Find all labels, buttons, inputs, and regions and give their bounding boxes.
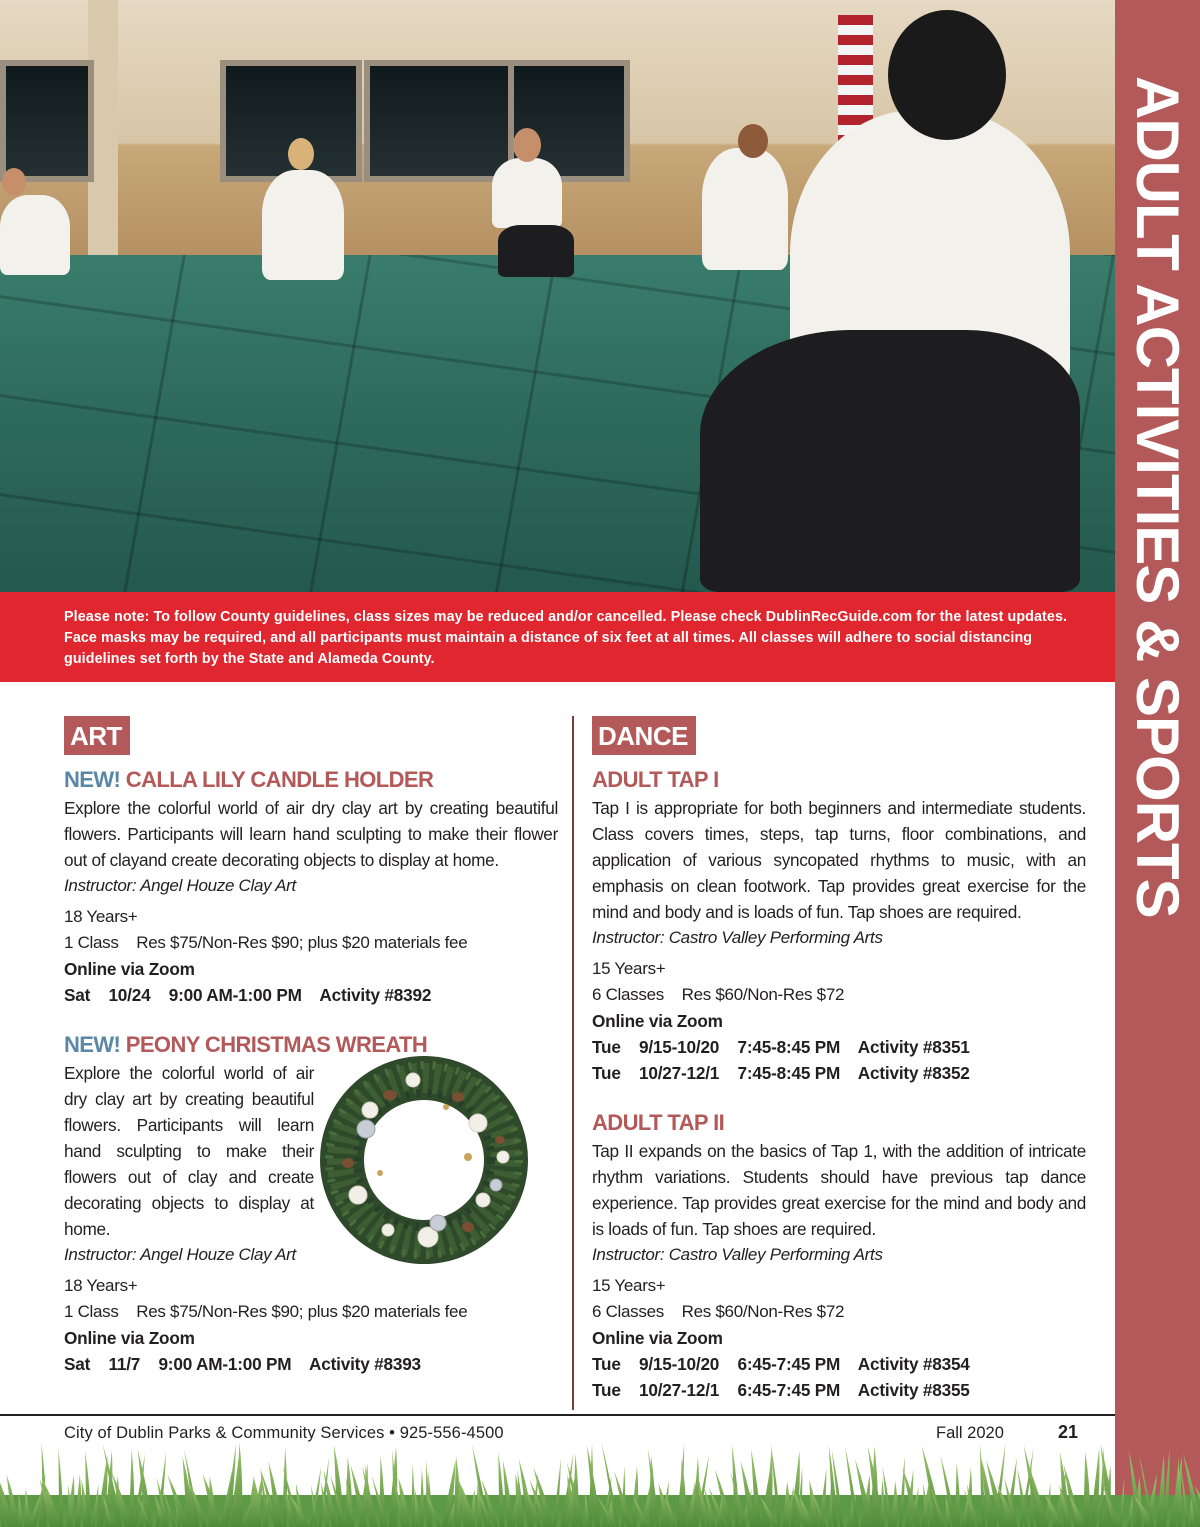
grass-blade	[1083, 1452, 1090, 1527]
art-item-1-schedule: Sat 10/24 9:00 AM-1:00 PM Activity #8392	[64, 985, 432, 1005]
grass-decoration	[0, 1440, 1200, 1527]
dance-item-1-description: Tap I is appropriate for both beginners and intermediate students. Class covers times, steps, tap turns, floor combinations, and application of various syncopated rhythms to music, with an emphasis on clean footwork. Tap provides great exercise for the mind and body and is loads of fun. Tap shoes are required.	[592, 798, 1086, 922]
art-item-2-age: 18 Years+	[64, 1276, 138, 1295]
grass-blade	[680, 1458, 686, 1527]
art-item-1-description: Explore the colorful world of air dry clay art by creating beautiful flowers. Participants will learn hand sculpting to make their flower out of clayand create decorating objects to display at home.	[64, 798, 558, 870]
photo-head	[288, 138, 314, 170]
dance-item-1-schedule-2: Tue 10/27-12/1 7:45-8:45 PM Activity #8352	[592, 1063, 970, 1083]
footer-season: Fall 2020	[936, 1424, 1004, 1442]
new-badge: NEW!	[64, 1032, 121, 1057]
art-item-1-fee: 1 Class Res $75/Non-Res $90; plus $20 materials fee	[64, 933, 468, 952]
dance-item-1-location: Online via Zoom	[592, 1011, 723, 1031]
dance-item-1-instructor: Instructor: Castro Valley Performing Arts	[592, 928, 883, 947]
grass-blade	[955, 1463, 960, 1527]
dance-item-1-fee: 6 Classes Res $60/Non-Res $72	[592, 985, 845, 1004]
art-item-1-title: CALLA LILY CANDLE HOLDER	[125, 767, 434, 792]
covid-notice	[0, 592, 1115, 682]
dance-item-2-description: Tap II expands on the basics of Tap 1, with the addition of intricate rhythm variations. Students should have previous tap dance experience. Tap provides great exercise for the mind and body and is loads of fun. Tap shoes are required.	[592, 1141, 1086, 1239]
dance-column	[592, 716, 1086, 1403]
art-section-label: ART	[64, 716, 130, 755]
photo-student	[702, 148, 788, 270]
photo-head	[2, 168, 26, 196]
photo-student	[262, 170, 344, 280]
wreath-image	[318, 1045, 530, 1275]
art-item-1-instructor: Instructor: Angel Houze Clay Art	[64, 876, 296, 895]
art-item-2-instructor: Instructor: Angel Houze Clay Art	[64, 1245, 296, 1264]
new-badge: NEW!	[64, 767, 121, 792]
dance-item-1-schedule-1: Tue 9/15-10/20 7:45-8:45 PM Activity #8351	[592, 1037, 970, 1057]
art-item-1-age: 18 Years+	[64, 907, 138, 926]
art-item-1-heading	[64, 767, 558, 793]
photo-window	[364, 60, 516, 182]
art-item-2-location: Online via Zoom	[64, 1328, 195, 1348]
dance-item-2-schedule-2: Tue 10/27-12/1 6:45-7:45 PM Activity #8355	[592, 1380, 970, 1400]
grass-blade	[282, 1447, 287, 1527]
art-item-2-description: Explore the colorful world of air dry clay art by creating beautiful flowers. Participants will learn hand sculpting to make their flowers out of clay and create decorating objects to display at home.	[64, 1063, 314, 1239]
sidebar-title: ADULT ACTIVITIES & SPORTS	[1124, 76, 1191, 918]
grass-blade	[129, 1449, 134, 1527]
photo-hakama	[498, 225, 574, 277]
dance-item-2-instructor: Instructor: Castro Valley Performing Arts	[592, 1245, 883, 1264]
dance-item-2-schedule-1: Tue 9/15-10/20 6:45-7:45 PM Activity #8354	[592, 1354, 970, 1374]
photo-student	[492, 158, 562, 228]
dance-item-1-title: ADULT TAP I	[592, 767, 719, 792]
photo-head	[513, 128, 541, 162]
photo-window	[0, 60, 94, 182]
art-item-2-title: PEONY CHRISTMAS WREATH	[125, 1032, 428, 1057]
photo-instructor-hakama	[700, 330, 1080, 592]
dance-item-1-age: 15 Years+	[592, 959, 666, 978]
footer-org: City of Dublin Parks & Community Services • 925-556-4500	[64, 1424, 504, 1442]
art-item-1-location: Online via Zoom	[64, 959, 195, 979]
dance-item-2-title: ADULT TAP II	[592, 1110, 725, 1135]
wreath-illustration	[318, 1045, 530, 1275]
dance-item-2-age: 15 Years+	[592, 1276, 666, 1295]
photo-head	[738, 124, 768, 158]
hero-photo	[0, 0, 1115, 592]
photo-instructor-head	[888, 10, 1006, 140]
art-item-2-fee: 1 Class Res $75/Non-Res $90; plus $20 materials fee	[64, 1302, 468, 1321]
page-number: 21	[1058, 1422, 1079, 1442]
dance-item-2-location: Online via Zoom	[592, 1328, 723, 1348]
column-divider	[572, 716, 574, 1410]
art-item-2-schedule: Sat 11/7 9:00 AM-1:00 PM Activity #8393	[64, 1354, 421, 1374]
notice-text: Please note: To follow County guidelines, class sizes may be reduced and/or cancelled. Please check DublinRecGuide.com for the latest updates. Face masks may be required, and all participants must maintain a distance of six feet at all times. All classes will adhere to social distancing guidelines set forth by the State and Alameda County.	[64, 609, 1068, 667]
dance-item-2-fee: 6 Classes Res $60/Non-Res $72	[592, 1302, 845, 1321]
photo-student	[0, 195, 70, 275]
footer-rule	[0, 1414, 1115, 1416]
dance-section-label: DANCE	[592, 716, 696, 755]
